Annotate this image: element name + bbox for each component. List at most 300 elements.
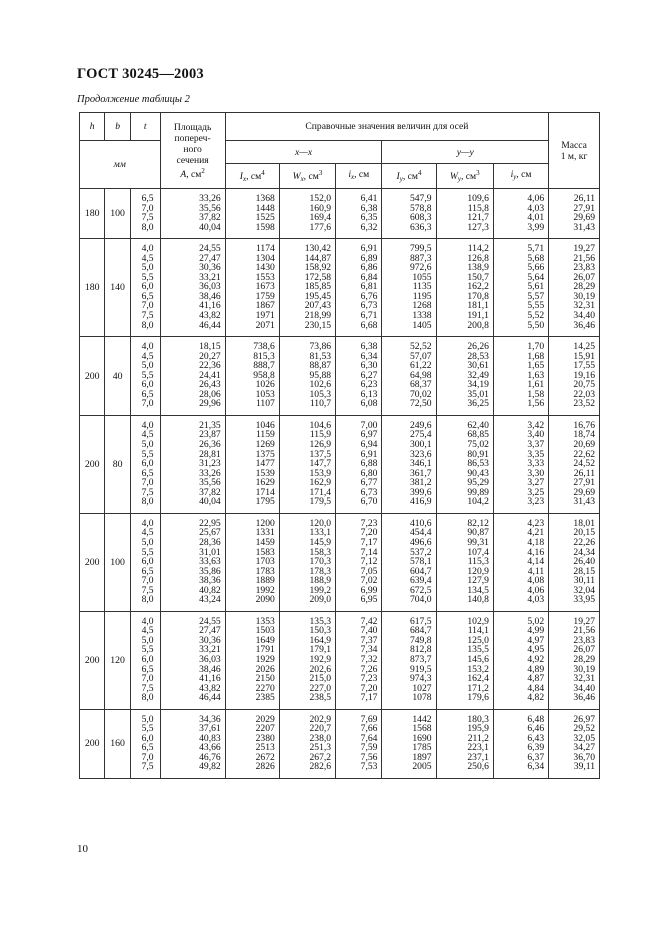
cell-value: 6,08 (360, 398, 378, 410)
cell-value: 4,5 (141, 350, 154, 362)
cell-value: 30,19 (573, 290, 595, 302)
cell-value: 30,36 (199, 634, 221, 646)
cell-value: 7,23 (360, 673, 378, 685)
cell-value: 16,76 (573, 419, 595, 431)
cell-value: 1553 (255, 271, 275, 283)
cell-value: 30,61 (467, 360, 489, 372)
cell-wy (436, 189, 493, 239)
cell-value: 43,66 (199, 742, 221, 754)
cell-value: 35,56 (199, 202, 221, 214)
cell-value: 86,53 (467, 458, 489, 470)
cell-value: 5,5 (141, 723, 154, 735)
cell-value: 6,5 (141, 193, 154, 204)
cell-value: 6,13 (360, 388, 378, 400)
cell-value: 35,86 (199, 565, 221, 577)
cell-ix (336, 709, 382, 778)
cell-value: 1,70 (527, 341, 545, 353)
document-title: ГОСТ 30245—2003 (77, 66, 204, 82)
cell-value: 34,40 (573, 310, 595, 322)
cell-value: 5,61 (527, 281, 545, 293)
cell-value: 282,6 (309, 761, 332, 773)
cell-iy (382, 513, 436, 611)
cell-value: 147,7 (309, 458, 332, 470)
table-row-group (80, 709, 600, 778)
cell-value: 28,29 (573, 281, 595, 293)
cell-value: 7,66 (360, 723, 378, 735)
cell-value: 1,58 (527, 388, 545, 400)
cell-value: 7,23 (360, 517, 378, 529)
cell-value: 4,97 (527, 634, 545, 646)
cell-value: 38,46 (199, 663, 221, 675)
cell-value: 6,5 (141, 467, 154, 479)
cell-value: 2513 (255, 742, 275, 754)
cell-wx (279, 415, 335, 513)
cell-wy (436, 513, 493, 611)
cell-value: 192,9 (309, 653, 332, 665)
cell-t (130, 415, 160, 513)
cell-iy (493, 415, 548, 513)
cell-value: 153,9 (309, 467, 332, 479)
cell-ix (225, 337, 279, 416)
cell-value: 4,01 (527, 212, 545, 224)
cell-value: 114,1 (467, 625, 489, 637)
cell-mass (549, 189, 600, 239)
cell-value: 18,74 (573, 429, 595, 441)
cell-value: 2029 (255, 713, 275, 725)
cell-value: 24,41 (199, 369, 221, 381)
cell-value: 34,36 (199, 713, 221, 725)
cell-value: 199,2 (309, 584, 332, 596)
cell-value: 43,24 (199, 594, 221, 606)
cell-value: 6,73 (360, 300, 378, 312)
cell-value: 7,14 (360, 546, 378, 558)
cell-ix (225, 611, 279, 709)
cell-value: 4,11 (527, 565, 545, 577)
cell-t (130, 513, 160, 611)
cell-value: 22,26 (573, 536, 595, 548)
cell-value: 18,01 (573, 517, 595, 529)
cell-iy (382, 611, 436, 709)
cell-value: 7,0 (141, 673, 154, 685)
cell-value: 2270 (255, 682, 275, 694)
cell-value: 46,76 (199, 751, 221, 763)
cell-value: 88,87 (309, 360, 332, 372)
header-Wx: $W_x$, $см^3$ (279, 164, 335, 189)
cell-value: 109,6 (467, 193, 489, 204)
cell-ix (225, 189, 279, 239)
cell-value: 2090 (255, 594, 275, 606)
cell-b: 100 (105, 513, 130, 611)
cell-value: 749,8 (409, 634, 432, 646)
cell-value: 1459 (255, 536, 275, 548)
cell-value: 6,70 (360, 496, 378, 508)
cell-iy (493, 611, 548, 709)
cell-value: 179,6 (467, 692, 489, 704)
cell-value: 188,9 (309, 575, 332, 587)
cell-value: 4,18 (527, 536, 545, 548)
cell-value: 6,86 (360, 262, 378, 274)
cell-value: 28,81 (199, 448, 221, 460)
cell-value: 4,21 (527, 527, 545, 539)
cell-value: 251,3 (309, 742, 332, 754)
cell-value: 24,52 (573, 458, 595, 470)
cell-value: 6,84 (360, 271, 378, 283)
cell-value: 6,76 (360, 290, 378, 302)
cell-ix (336, 513, 382, 611)
cell-value: 4,5 (141, 429, 154, 441)
cell-value: 639,4 (409, 575, 432, 587)
cell-value: 126,8 (467, 252, 489, 264)
cell-value: 1107 (255, 398, 275, 410)
cell-value: 99,89 (467, 486, 489, 498)
cell-value: 7,0 (141, 300, 154, 312)
cell-value: 4,99 (527, 625, 545, 637)
cell-wy (436, 709, 493, 778)
cell-value: 46,44 (199, 692, 221, 704)
cell-value: 2207 (255, 723, 275, 735)
cell-value: 33,26 (199, 467, 221, 479)
cell-value: 38,46 (199, 290, 221, 302)
cell-value: 888,7 (253, 360, 275, 372)
cell-value: 1785 (412, 742, 432, 754)
cell-value: 40,83 (199, 732, 221, 744)
cell-value: 6,27 (360, 369, 378, 381)
cell-mass (549, 415, 600, 513)
cell-value: 169,4 (309, 212, 332, 224)
cell-ix (225, 513, 279, 611)
cell-value: 68,85 (467, 429, 489, 441)
cell-value: 223,1 (467, 742, 489, 754)
cell-value: 974,3 (409, 673, 432, 685)
cell-value: 1583 (255, 546, 275, 558)
cell-value: 41,16 (199, 673, 221, 685)
cell-value: 1159 (255, 429, 275, 441)
cell-value: 26,07 (573, 644, 595, 656)
cell-value: 179,1 (309, 644, 332, 656)
cell-value: 1795 (255, 496, 275, 508)
cell-value: 4,06 (527, 193, 545, 204)
cell-value: 1448 (255, 202, 275, 214)
cell-value: 158,92 (304, 262, 332, 274)
cell-value: 7,40 (360, 625, 378, 637)
cell-mass (549, 239, 600, 337)
cell-value: 202,6 (309, 663, 332, 675)
cell-value: 207,43 (304, 300, 332, 312)
cell-value: 172,58 (304, 271, 332, 283)
cell-value: 7,02 (360, 575, 378, 587)
cell-value: 4,87 (527, 673, 545, 685)
cell-value: 6,5 (141, 663, 154, 675)
cell-value: 3,40 (527, 429, 545, 441)
cell-b: 100 (105, 189, 130, 239)
cell-value: 4,5 (141, 252, 154, 264)
cell-value: 36,03 (199, 653, 221, 665)
cell-value: 1525 (255, 212, 275, 224)
cell-value: 1368 (255, 193, 275, 204)
cell-value: 5,0 (141, 262, 154, 274)
cell-value: 7,00 (360, 419, 378, 431)
cell-value: 1791 (255, 644, 275, 656)
table-row-group (80, 189, 600, 239)
cell-value: 22,36 (199, 360, 221, 372)
cell-ix (336, 239, 382, 337)
cell-value: 135,3 (309, 615, 332, 627)
cell-value: 6,23 (360, 379, 378, 391)
cell-value: 7,0 (141, 398, 154, 410)
cell-iy (382, 415, 436, 513)
cell-value: 21,56 (573, 252, 595, 264)
cell-value: 20,15 (573, 527, 595, 539)
cell-value: 23,83 (573, 634, 595, 646)
cell-value: 6,5 (141, 742, 154, 754)
cell-value: 6,41 (360, 193, 378, 204)
cell-value: 6,91 (360, 243, 378, 255)
cell-value: 6,0 (141, 653, 154, 665)
cell-value: 121,7 (467, 212, 489, 224)
cell-value: 29,96 (199, 398, 221, 410)
cell-value: 1053 (255, 388, 275, 400)
cell-value: 3,37 (527, 439, 545, 451)
cell-value: 1430 (255, 262, 275, 274)
cell-value: 107,4 (467, 546, 489, 558)
cell-value: 5,5 (141, 546, 154, 558)
cell-value: 177,6 (309, 221, 332, 233)
cell-value: 537,2 (409, 546, 432, 558)
cell-value: 6,91 (360, 448, 378, 460)
cell-value: 52,52 (409, 341, 432, 353)
cell-value: 110,7 (309, 398, 332, 410)
cell-value: 38,36 (199, 575, 221, 587)
cell-value: 104,6 (309, 419, 332, 431)
cell-value: 102,6 (309, 379, 332, 391)
cell-value: 7,17 (360, 536, 378, 548)
cell-value: 1598 (255, 221, 275, 233)
cell-value: 43,82 (199, 682, 221, 694)
cell-value: 1714 (255, 486, 275, 498)
cell-value: 81,53 (309, 350, 332, 362)
cell-value: 6,99 (360, 584, 378, 596)
cell-value: 27,91 (573, 202, 595, 214)
cell-value: 617,5 (409, 615, 432, 627)
cell-value: 30,11 (573, 575, 595, 587)
cell-value: 41,16 (199, 300, 221, 312)
cell-value: 1268 (412, 300, 432, 312)
cell-value: 6,38 (360, 341, 378, 353)
cell-value: 346,1 (409, 458, 432, 470)
cell-b: 120 (105, 611, 130, 709)
cell-value: 6,48 (527, 713, 545, 725)
cell-value: 4,0 (141, 419, 154, 431)
cell-value: 1783 (255, 565, 275, 577)
cell-value: 220,7 (309, 723, 332, 735)
cell-value: 34,19 (467, 379, 489, 391)
cell-value: 5,64 (527, 271, 545, 283)
cell-value: 6,39 (527, 742, 545, 754)
cell-value: 6,0 (141, 281, 154, 293)
cell-value: 6,35 (360, 212, 378, 224)
cell-value: 5,71 (527, 243, 545, 255)
cell-value: 7,20 (360, 527, 378, 539)
cell-value: 1,68 (527, 350, 545, 362)
cell-value: 6,68 (360, 319, 378, 331)
cell-value: 160,9 (309, 202, 332, 214)
cell-value: 1,65 (527, 360, 545, 372)
cell-value: 7,0 (141, 751, 154, 763)
cell-value: 3,33 (527, 458, 545, 470)
cell-value: 202,9 (309, 713, 332, 725)
cell-value: 49,82 (199, 761, 221, 773)
cell-value: 6,0 (141, 379, 154, 391)
cell-wx (279, 513, 335, 611)
cell-value: 1929 (255, 653, 275, 665)
cell-value: 6,5 (141, 290, 154, 302)
cell-value: 34,27 (573, 742, 595, 754)
cell-value: 6,5 (141, 388, 154, 400)
cell-value: 5,57 (527, 290, 545, 302)
cell-iy (493, 189, 548, 239)
cell-h: 200 (80, 337, 105, 416)
cell-value: 1889 (255, 575, 275, 587)
cell-value: 7,5 (141, 486, 154, 498)
cell-mass (549, 709, 600, 778)
cell-value: 6,34 (527, 761, 545, 773)
cell-value: 162,9 (309, 477, 332, 489)
cell-value: 90,43 (467, 467, 489, 479)
cell-value: 4,92 (527, 653, 545, 665)
cell-value: 4,0 (141, 517, 154, 529)
cell-value: 4,0 (141, 341, 154, 353)
cell-value: 24,55 (199, 615, 221, 627)
cell-value: 5,02 (527, 615, 545, 627)
cell-value: 275,4 (409, 429, 432, 441)
table-row-group (80, 513, 600, 611)
cell-value: 6,81 (360, 281, 378, 293)
cell-value: 209,0 (309, 594, 332, 606)
cell-value: 4,82 (527, 692, 545, 704)
cell-value: 5,5 (141, 271, 154, 283)
cell-value: 738,6 (253, 341, 275, 353)
cell-value: 815,3 (253, 350, 275, 362)
cell-value: 1269 (255, 439, 275, 451)
cell-value: 6,94 (360, 439, 378, 451)
cell-value: 32,31 (573, 300, 595, 312)
cell-value: 152,0 (309, 193, 332, 204)
cell-value: 137,5 (309, 448, 332, 460)
cell-iy (382, 189, 436, 239)
cell-value: 26,26 (467, 341, 489, 353)
cell-value: 7,5 (141, 310, 154, 322)
cell-value: 887,3 (409, 252, 432, 264)
cell-value: 7,64 (360, 732, 378, 744)
cell-value: 8,0 (141, 319, 154, 331)
cell-value: 5,50 (527, 319, 545, 331)
cell-value: 29,52 (573, 723, 595, 735)
cell-ix (225, 709, 279, 778)
cell-ix (336, 189, 382, 239)
cell-value: 22,62 (573, 448, 595, 460)
cell-value: 195,9 (467, 723, 489, 735)
cell-value: 218,99 (304, 310, 332, 322)
cell-value: 7,5 (141, 212, 154, 224)
cell-value: 39,11 (573, 761, 595, 773)
cell-value: 61,22 (409, 360, 432, 372)
cell-value: 7,32 (360, 653, 378, 665)
cell-value: 4,0 (141, 243, 154, 255)
cell-value: 1690 (412, 732, 432, 744)
cell-value: 33,26 (199, 193, 221, 204)
cell-value: 36,70 (573, 751, 595, 763)
cell-value: 2385 (255, 692, 275, 704)
cell-value: 5,52 (527, 310, 545, 322)
cell-value: 6,77 (360, 477, 378, 489)
cell-value: 958,8 (253, 369, 275, 381)
cell-a (160, 239, 225, 337)
cell-mass (549, 337, 600, 416)
cell-value: 158,3 (309, 546, 332, 558)
cell-value: 127,3 (467, 221, 489, 233)
cell-value: 7,5 (141, 682, 154, 694)
cell-value: 211,2 (467, 732, 489, 744)
cell-value: 4,08 (527, 575, 545, 587)
cell-value: 608,3 (409, 212, 432, 224)
cell-value: 1673 (255, 281, 275, 293)
cell-value: 672,5 (409, 584, 432, 596)
cell-value: 21,56 (573, 625, 595, 637)
cell-value: 178,3 (309, 565, 332, 577)
cell-value: 120,0 (309, 517, 332, 529)
cell-value: 1195 (412, 290, 432, 302)
cell-value: 1046 (255, 419, 275, 431)
cell-value: 33,21 (199, 271, 221, 283)
cell-value: 35,01 (467, 388, 489, 400)
cell-value: 578,8 (409, 202, 432, 214)
cell-value: 6,38 (360, 202, 378, 214)
cell-h: 180 (80, 239, 105, 337)
cell-value: 2150 (255, 673, 275, 685)
cell-value: 1759 (255, 290, 275, 302)
cell-iy (493, 709, 548, 778)
cell-value: 26,97 (573, 713, 595, 725)
cell-value: 68,37 (409, 379, 432, 391)
cell-value: 1135 (412, 281, 432, 293)
cell-value: 6,30 (360, 360, 378, 372)
cell-value: 1897 (412, 751, 432, 763)
cell-value: 636,3 (409, 221, 432, 233)
profile-properties-table (79, 112, 600, 779)
cell-value: 361,7 (409, 467, 432, 479)
cell-value: 115,8 (467, 202, 489, 214)
cell-value: 1539 (255, 467, 275, 479)
cell-value: 82,12 (467, 517, 489, 529)
cell-value: 40,04 (199, 496, 221, 508)
cell-value: 604,7 (409, 565, 432, 577)
cell-value: 6,37 (527, 751, 545, 763)
cell-value: 105,3 (309, 388, 332, 400)
cell-t (130, 611, 160, 709)
cell-value: 170,8 (467, 290, 489, 302)
cell-wx (279, 239, 335, 337)
cell-value: 7,17 (360, 692, 378, 704)
cell-value: 90,87 (467, 527, 489, 539)
cell-t (130, 239, 160, 337)
cell-value: 237,1 (467, 751, 489, 763)
cell-value: 19,27 (573, 243, 595, 255)
cell-h: 200 (80, 513, 105, 611)
cell-value: 6,43 (527, 732, 545, 744)
cell-value: 4,03 (527, 202, 545, 214)
cell-iy (382, 337, 436, 416)
cell-value: 31,23 (199, 458, 221, 470)
